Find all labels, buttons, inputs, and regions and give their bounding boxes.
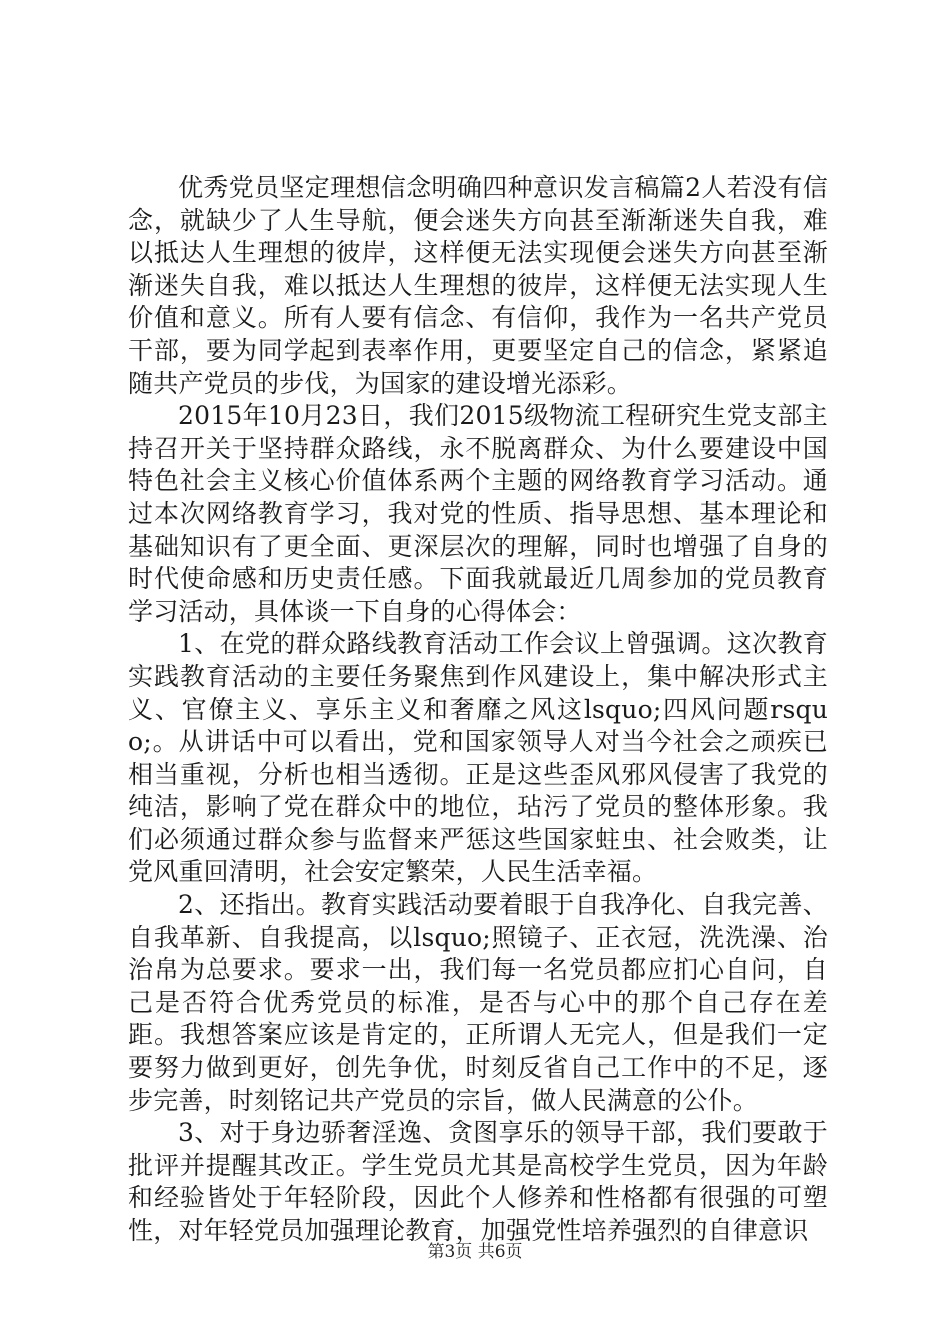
page-footer: 第3页 共6页	[427, 1242, 523, 1262]
paragraph-activity: 2015年10月23日，我们2015级物流工程研究生党支部主持召开关于坚持群众路线，永不脱离群众、为什么要建设中国特色社会主义核心价值体系两个主题的网络教育学习活动。通过本次网络教育学习，我对党的性质、指导思想、基本理论和基础知识有了更全面、更深层次的理解，同时也增强了自身的时代使命感和历史责任感。下面我就最近几周参加的党员教育学习活动，具体谈一下自身的心得体会：	[128, 401, 828, 626]
document-body	[128, 172, 828, 1248]
paragraph-point-3: 3、对于身边骄奢淫逸、贪图享乐的领导干部，我们要敢于批评并提醒其改正。学生党员尤其是高校学生党员，因为年龄和经验皆处于年轻阶段，因此个人修养和性格都有很强的可塑性，对年轻党员加强理论教育，加强党性培养强烈的自律意识	[128, 1118, 828, 1245]
paragraph-point-1: 1、在党的群众路线教育活动工作会议上曾强调。这次教育实践教育活动的主要任务聚焦到作风建设上，集中解决形式主义、官僚主义、享乐主义和奢靡之风这lsquo;四风问题rsquo;。从讲话中可以看出，党和国家领导人对当今社会之顽疾已相当重视，分析也相当透彻。正是这些歪风邪风侵害了我党的纯洁，影响了党在群众中的地位，玷污了党员的整体形象。我们必须通过群众参与监督来严惩这些国家蛀虫、社会败类，让党风重回清明，社会安定繁荣，人民生活幸福。	[128, 629, 828, 887]
paragraph-intro: 优秀党员坚定理想信念明确四种意识发言稿篇2人若没有信念，就缺少了人生导航，便会迷失方向甚至渐渐迷失自我，难以抵达人生理想的彼岸，这样便无法实现便会迷失方向甚至渐渐迷失自我，难以抵达人生理想的彼岸，这样便无法实现人生价值和意义。所有人要有信念、有信仰，我作为一名共产党员干部，要为同学起到表率作用，更要坚定自己的信念，紧紧追随共产党员的步伐，为国家的建设增光添彩。	[128, 173, 828, 398]
paragraph-point-2: 2、还指出。教育实践活动要着眼于自我净化、自我完善、自我革新、自我提高，以lsquo;照镜子、正衣冠，洗洗澡、治治帛为总要求。要求一出，我们每一名党员都应扪心自问，自己是否符合优秀党员的标准，是否与心中的那个自己存在差距。我想答案应该是肯定的，正所谓人无完人，但是我们一定要努力做到更好，创先争优，时刻反省自己工作中的不足，逐步完善，时刻铭记共产党员的宗旨，做人民满意的公仆。	[128, 890, 828, 1115]
